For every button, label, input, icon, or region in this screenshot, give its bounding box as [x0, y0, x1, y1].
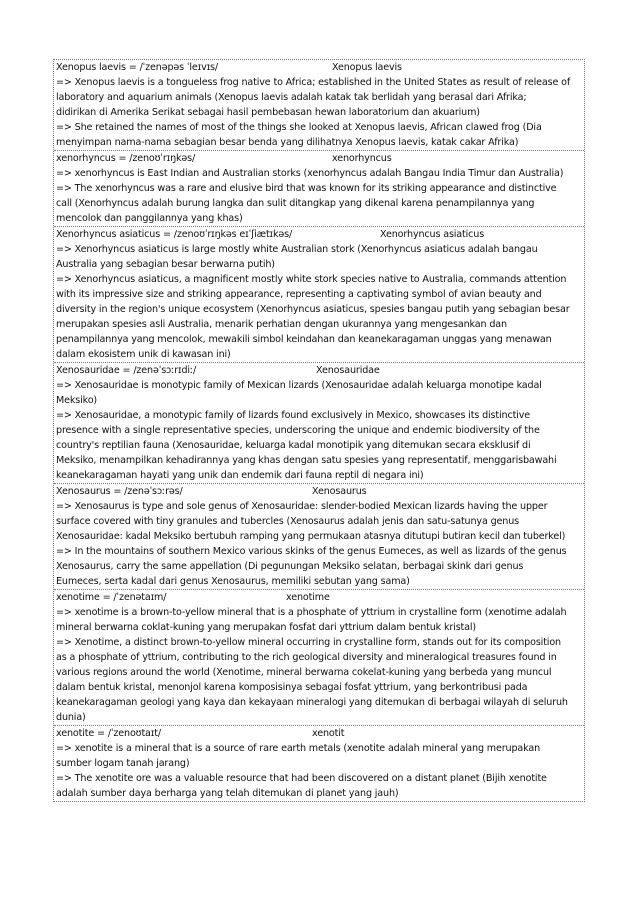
term-translation: Xenorhyncus asiaticus	[380, 229, 485, 240]
definition-line: => Xenosauridae, a monotypic family of lizards found exclusively in Mexico, showcases its distinctive	[56, 410, 530, 421]
definition-line: => Xenorhyncus asiaticus is large mostly white Australian stork (Xenorhyncus asiaticus adalah bangau	[56, 244, 538, 255]
vocabulary-table	[53, 59, 585, 802]
definition-line: Eumeces, serta kadal dari genus Xenosaurus, memiliki sebutan yang sama)	[56, 576, 410, 587]
term-pronunciation: Xenosaurus = /zenəˈsɔːrəs/	[56, 486, 183, 497]
vocabulary-entry	[54, 483, 584, 589]
entry-header	[54, 726, 584, 741]
definition-line: merupakan spesies asli Australia, menarik perhatian dengan ukurannya yang mengesankan dan	[56, 319, 507, 330]
vocabulary-entry	[54, 725, 584, 801]
definition-line: call (Xenorhyncus adalah burung langka dan sulit ditangkap yang dikenal karena penampilannya yang	[56, 198, 535, 209]
definition-line: Xenosauridae: kadal Meksiko bertubuh ramping yang permukaan atasnya ditutupi butiran kecil dan tuberkel)	[56, 531, 566, 542]
definition-line: diversity in the region's unique ecosystem (Xenorhyncus asiaticus, spesies bangau putih yang sebagian besar	[56, 304, 570, 315]
term-translation: xenotit	[312, 728, 345, 739]
entry-header	[54, 151, 584, 166]
definition-line: Australia yang sebagian besar berwarna putih)	[56, 259, 275, 270]
definition-line: => xenorhyncus is East Indian and Australian storks (xenorhyncus adalah Bangau India Timur dan Australia)	[56, 168, 564, 179]
term-translation: Xenopus laevis	[332, 62, 402, 73]
definition-line: => She retained the names of most of the things she looked at Xenopus laevis, African clawed frog (Dia	[56, 122, 542, 133]
definition-line: => The xenorhyncus was a rare and elusive bird that was known for its striking appearance and distinctive	[56, 183, 557, 194]
definition-line: => Xenosaurus is type and sole genus of Xenosauridae: slender-bodied Mexican lizards having the upper	[56, 501, 548, 512]
definition-line: surface covered with tiny granules and tubercles (Xenosaurus adalah jenis dan satu-satunya genus	[56, 516, 519, 527]
entry-header	[54, 590, 584, 605]
term-pronunciation: Xenosauridae = /zenəˈsɔːrɪdiː/	[56, 365, 197, 376]
entry-header	[54, 363, 584, 378]
definition-line: sumber logam tanah jarang)	[56, 758, 190, 769]
definition-line: => In the mountains of southern Mexico various skinks of the genus Eumeces, as well as lizards of the genus	[56, 546, 567, 557]
vocabulary-entry	[54, 589, 584, 725]
vocabulary-entry	[54, 226, 584, 362]
term-translation: Xenosaurus	[312, 486, 367, 497]
definition-line: penampilannya yang mencolok, mewakili simbol keindahan dan keanekaragaman unggas yang menawan	[56, 334, 552, 345]
definition-line: Meksiko, menampilkan kehadirannya yang khas dengan satu spesies yang representatif, menggarisbawahi	[56, 455, 557, 466]
definition-line: => Xenorhyncus asiaticus, a magnificent mostly white stork species native to Australia, commands attention	[56, 274, 567, 285]
definition-line: => Xenopus laevis is a tongueless frog native to Africa; established in the United States as result of release of	[56, 77, 571, 88]
definition-line: presence with a single representative species, underscoring the unique and endemic biodiversity of the	[56, 425, 540, 436]
term-pronunciation: xenorhyncus = /zenoʊˈrɪŋkəs/	[56, 153, 196, 164]
definition-line: mencolok dan panggilannya yang khas)	[56, 213, 243, 224]
definition-line: various regions around the world (Xenotime, mineral berwarna cokelat-kuning yang berbeda yang muncul	[56, 667, 552, 678]
definition-line: => The xenotite ore was a valuable resource that had been discovered on a distant planet (Bijih xenotite	[56, 773, 547, 784]
definition-line: country's reptilian fauna (Xenosauridae, keluarga kadal monotipik yang ditemukan secara eksklusif di	[56, 440, 531, 451]
definition-line: menyimpan nama-nama sebagian besar benda yang dilihatnya Xenopus laevis, katak cakar Afrika)	[56, 137, 519, 148]
term-pronunciation: xenotite = /ˈzenoʊtaɪt/	[56, 728, 161, 739]
definition-line: => Xenosauridae is monotypic family of Mexican lizards (Xenosauridae adalah keluarga monotipe kadal	[56, 380, 542, 391]
entry-header	[54, 484, 584, 499]
term-pronunciation: Xenorhyncus asiaticus = /zenoʊˈrɪŋkəs eɪˈʃiætɪkəs/	[56, 229, 293, 240]
definition-line: with its impressive size and striking appearance, representing a captivating symbol of avian beauty and	[56, 289, 542, 300]
term-translation: xenorhyncus	[332, 153, 392, 164]
definition-line: dalam bentuk kristal, menonjol karena komposisinya sebagai fosfat yttrium, yang berkontribusi pada	[56, 682, 528, 693]
entry-header	[54, 227, 584, 242]
definition-line: adalah sumber daya berharga yang telah ditemukan di planet yang jauh)	[56, 788, 399, 799]
definition-line: as a phosphate of yttrium, contributing to the rich geological diversity and mineralogical treasures found in	[56, 652, 557, 663]
definition-line: laboratory and aquarium animals (Xenopus laevis adalah katak tak berlidah yang berasal dari Afrika;	[56, 92, 527, 103]
vocabulary-entry	[54, 60, 584, 150]
term-pronunciation: xenotime = /ˈzenətaɪm/	[56, 592, 167, 603]
definition-line: dalam ekosistem unik di kawasan ini)	[56, 349, 231, 360]
definition-line: => xenotime is a brown-to-yellow mineral that is a phosphate of yttrium in crystalline form (xenotime adalah	[56, 607, 567, 618]
vocabulary-entry	[54, 362, 584, 483]
definition-line: => xenotite is a mineral that is a source of rare earth metals (xenotite adalah mineral yang merupakan	[56, 743, 541, 754]
term-translation: Xenosauridae	[316, 365, 380, 376]
definition-line: Xenosaurus, carry the same appellation (Di pegunungan Meksiko selatan, berbagai skink dari genus	[56, 561, 524, 572]
vocabulary-entry	[54, 150, 584, 226]
entry-header	[54, 60, 584, 75]
definition-line: keanekaragaman geologi yang kaya dan kekayaan mineralogi yang ditemukan di berbagai wilayah di seluruh	[56, 697, 568, 708]
definition-line: keanekaragaman hayati yang unik dan endemik dari fauna reptil di negara ini)	[56, 470, 424, 481]
definition-line: dunia)	[56, 712, 86, 723]
definition-line: mineral berwarna coklat-kuning yang merupakan fosfat dari yttrium dalam bentuk kristal)	[56, 622, 476, 633]
term-translation: xenotime	[286, 592, 330, 603]
definition-line: => Xenotime, a distinct brown-to-yellow mineral occurring in crystalline form, stands out for its composition	[56, 637, 561, 648]
definition-line: Meksiko)	[56, 395, 98, 406]
definition-line: didirikan di Amerika Serikat sebagai hasil pembebasan hewan laboratorium dan akuarium)	[56, 107, 480, 118]
term-pronunciation: Xenopus laevis = /ˈzenəpəs ˈleɪvɪs/	[56, 62, 218, 73]
